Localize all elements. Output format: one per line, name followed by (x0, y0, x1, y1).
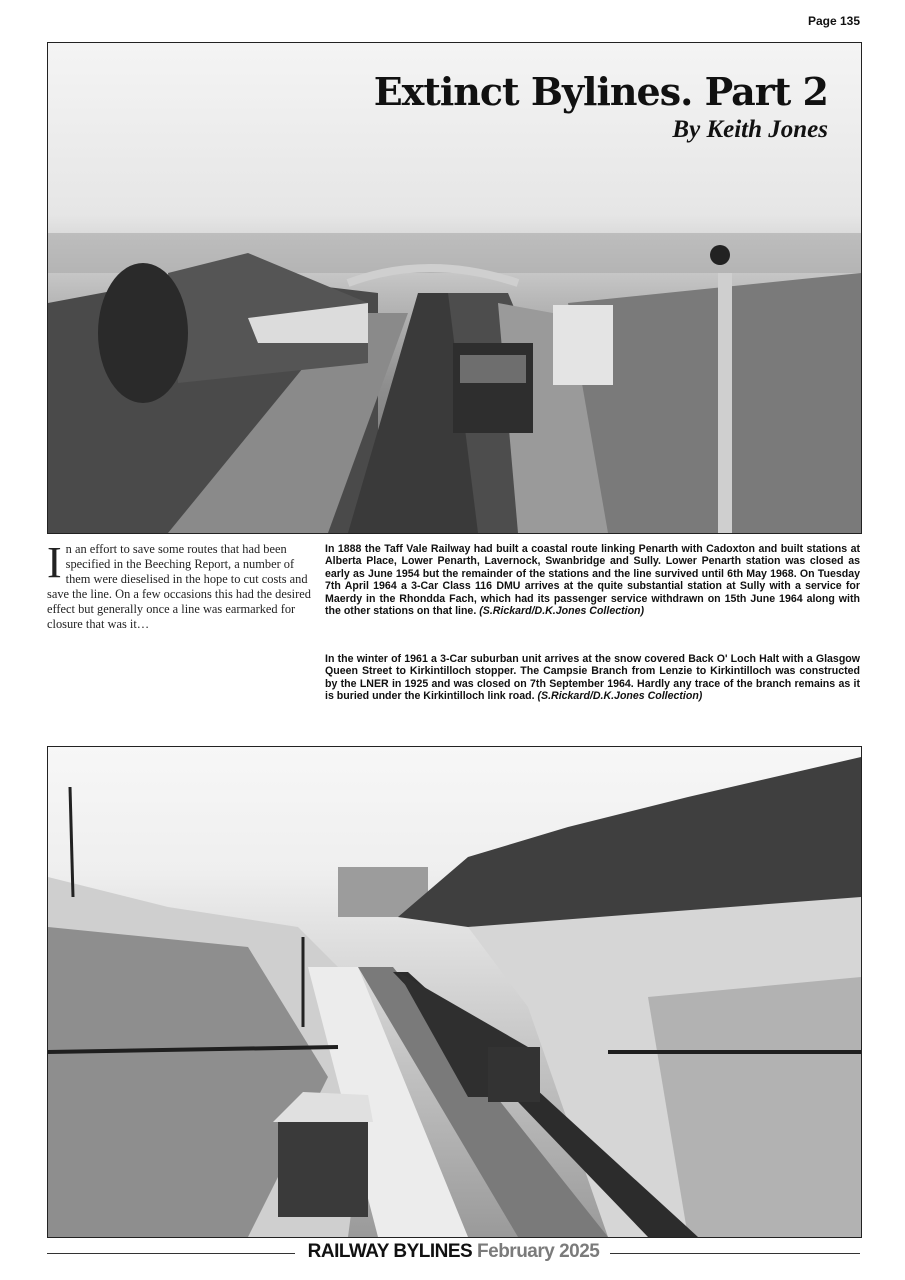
caption-back-o-loch (325, 653, 860, 703)
drop-cap: I (47, 538, 62, 587)
caption-sully (325, 543, 860, 617)
back-o-loch-halt-photo (47, 746, 862, 1238)
sully-station-photo (47, 42, 862, 534)
back-o-loch-illustration (48, 747, 861, 1237)
article-byline: By Keith Jones (672, 116, 828, 143)
footer-masthead (47, 1241, 860, 1263)
page-footer (47, 1241, 860, 1267)
caption-credit: (S.Rickard/D.K.Jones Collection) (479, 605, 645, 618)
intro-text: n an effort to save some routes that had been specified in the Beeching Report, a number of them were dieselised in the hope to cut costs and save the line. On a few occasions this had the desired effect but generally once a line was earmarked for closure that was it… (47, 542, 311, 631)
caption-text: In the winter of 1961 a 3-Car suburban unit arrives at the snow covered Back O' Loch Halt with a Glasgow Queen Street to Kirkintilloch stopper. The Campsie Branch from Lenzie to Kirkintilloch was constructed by the LNER in 1925 and was closed on 7th September 1964. Hardly any trace of the branch remains as it is buried under the Kirkintilloch link road. (325, 653, 860, 703)
intro-paragraph (47, 538, 315, 632)
caption-text: In 1888 the Taff Vale Railway had built a coastal route linking Penarth with Cadoxton and built stations at Alberta Place, Lower Penarth, Lavernock, Swanbridge and Sully. Lower Penarth station was closed as early as June 1954 but the remainder of the stations and the line survived until 6th May 1968. On Tuesday 7th April 1964 a 3-Car Class 116 DMU arrives at the quite substantial station at Sully with a service for Maerdy in the Rhondda Fach, which had its passenger service withdrawn on 15th June 1964 along with the other stations on that line. (325, 543, 860, 618)
caption-credit: (S.Rickard/D.K.Jones Collection) (537, 690, 703, 703)
article-title-block (374, 69, 828, 144)
magazine-name: RAILWAY BYLINES (307, 1241, 473, 1262)
issue-date: February 2025 (477, 1241, 600, 1262)
article-title: Extinct Bylines. Part 2 (373, 69, 828, 114)
page-number: Page 135 (807, 14, 860, 28)
